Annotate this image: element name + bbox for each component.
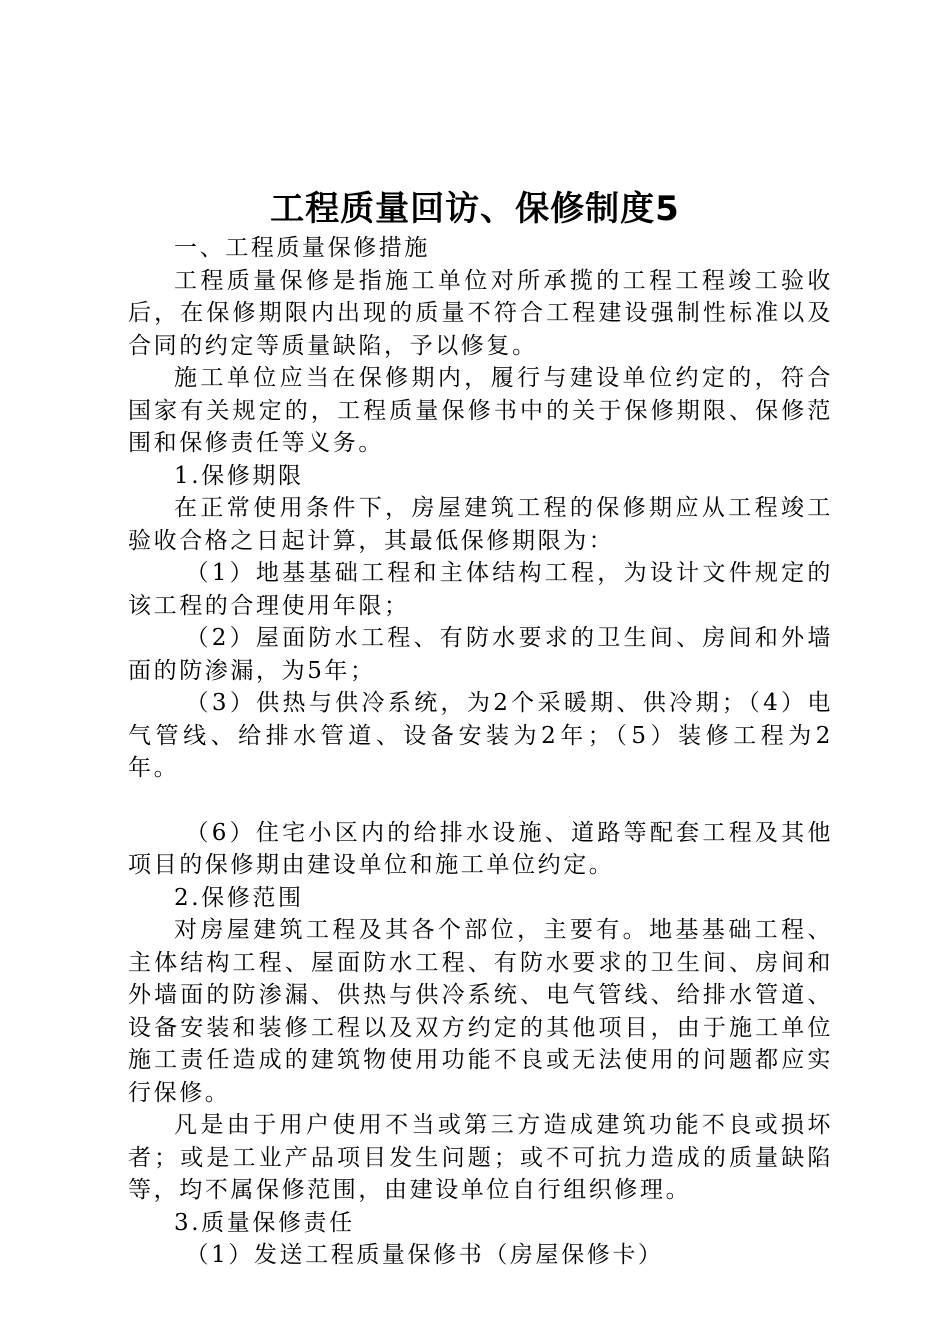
list-item-residential-facilities: （6）住宅小区内的给排水设施、道路等配套工程及其他项目的保修期由建设单位和施工单位约定。 xyxy=(128,819,833,878)
paragraph-obligation: 施工单位应当在保修期内，履行与建设单位约定的，符合国家有关规定的，工程质量保修书中的关于保修期限、保修范围和保修责任等义务。 xyxy=(128,365,833,456)
subheading-warranty-scope: 2.保修范围 xyxy=(174,884,304,911)
paragraph-definition: 工程质量保修是指施工单位对所承揽的工程工程竣工验收后，在保修期限内出现的质量不符合工程建设强制性标准以及合同的约定等质量缺陷，予以修复。 xyxy=(128,267,833,359)
subheading-warranty-responsibility: 3.质量保修责任 xyxy=(174,1209,355,1236)
list-item-waterproofing: （2）屋面防水工程、有防水要求的卫生间、房间和外墙面的防渗漏，为5年； xyxy=(128,625,833,684)
section-heading-measures: 一、工程质量保修措施 xyxy=(174,235,430,261)
paragraph-scope: 对房屋建筑工程及其各个部位，主要有。地基基础工程、主体结构工程、屋面防水工程、有防水要求的卫生间、房间和外墙面的防渗漏、供热与供冷系统、电气管线、给排水管道、设备安装和装修工程以及双方约定的其他项目，由于施工单位施工责任造成的建筑物使用功能不良或无法使用的问题都应实行保修。 xyxy=(128,917,833,1106)
paragraph-period-intro: 在正常使用条件下，房屋建筑工程的保修期应从工程竣工验收合格之日起计算，其最低保修期限为： xyxy=(128,495,833,554)
document-title: 工程质量回访、保修制度5 xyxy=(270,189,680,229)
list-item-foundation: （1）地基基础工程和主体结构工程，为设计文件规定的该工程的合理使用年限； xyxy=(128,560,833,619)
list-item-warranty-certificate: （1）发送工程质量保修书（房屋保修卡） xyxy=(185,1242,664,1268)
list-item-heating-electrical: （3）供热与供冷系统，为2个采暖期、供冷期；（4）电气管线、给排水管道、设备安装为2年；（5）装修工程为2年。 xyxy=(128,690,833,781)
subheading-warranty-period: 1.保修期限 xyxy=(174,462,304,489)
paragraph-exclusions: 凡是由于用户使用不当或第三方造成建筑功能不良或损坏者；或是工业产品项目发生问题；或不可抗力造成的质量缺陷等，均不属保修范围，由建设单位自行组织修理。 xyxy=(128,1112,833,1203)
document-body xyxy=(128,232,833,1272)
blank-line xyxy=(128,785,833,817)
